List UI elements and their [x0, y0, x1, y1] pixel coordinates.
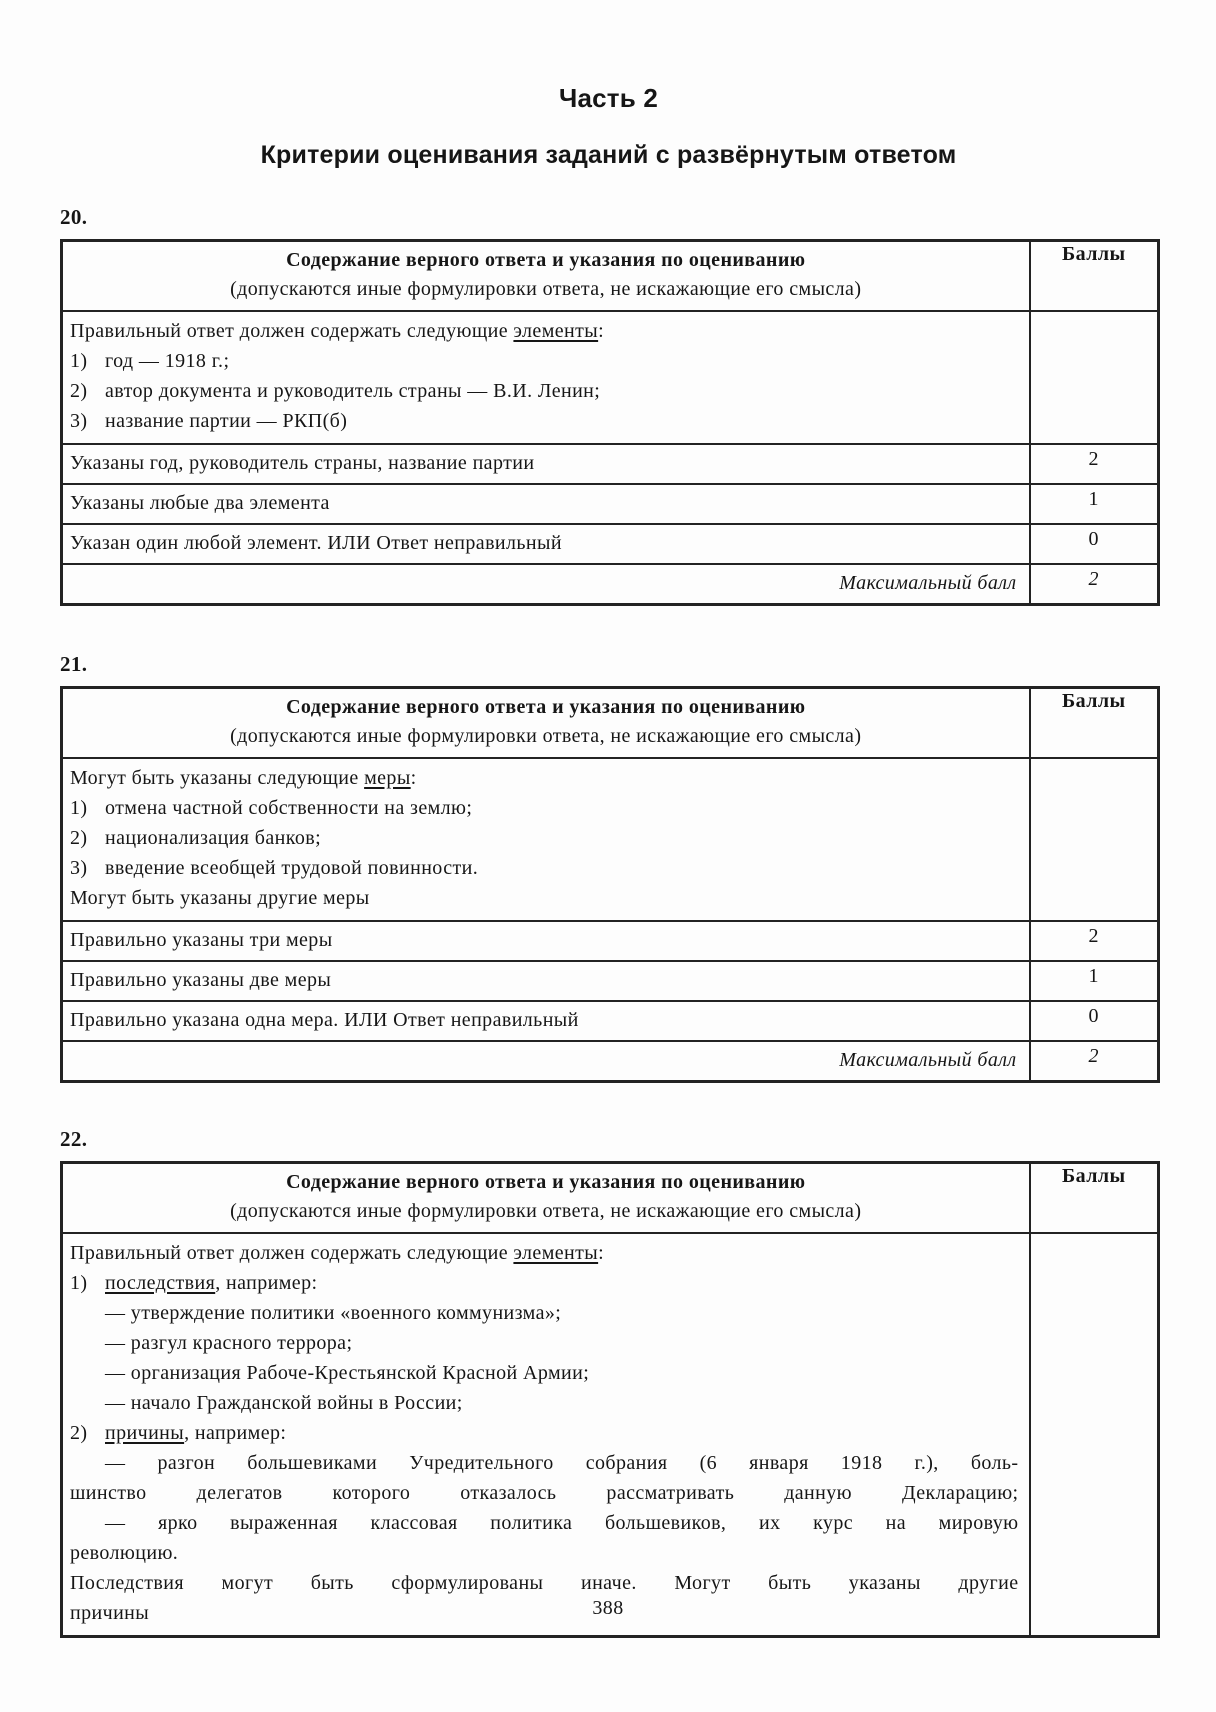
criteria-cell: Правильно указана одна мера. ИЛИ Ответ неправильный: [62, 1001, 1030, 1041]
item-marker: 1): [70, 1272, 88, 1294]
item-text: национализация банков;: [105, 827, 322, 849]
max-score-value: 2: [1030, 1041, 1159, 1082]
item-text: название партии — РКП(б): [105, 410, 348, 432]
max-score-label: Максимальный балл: [62, 564, 1030, 605]
criteria-cell: Указан один любой элемент. ИЛИ Ответ неправильный: [62, 524, 1030, 564]
answer-dash-line: — утверждение политики «военного коммунизма»;: [105, 1302, 562, 1324]
text-fragment: Правильный ответ должен содержать следующие: [70, 1242, 514, 1264]
answer-dash-line: — организация Рабоче-Крестьянской Красной Армии;: [105, 1362, 590, 1384]
task-22-scoring-table: [60, 1161, 1160, 1638]
answer-intro-line: [70, 316, 1019, 346]
task-21-number: 21.: [60, 652, 88, 676]
answer-dash-line: — разгул красного террора;: [105, 1332, 353, 1354]
max-score-row: [62, 1041, 1159, 1082]
score-cell: 1: [1030, 961, 1159, 1001]
task-20-section: [60, 206, 1157, 606]
item-marker: 1): [70, 797, 88, 819]
criteria-header-note: (допускаются иные формулировки ответа, не искажающие его смысла): [230, 278, 862, 300]
task-20-number: 20.: [60, 205, 88, 229]
task-21-scoring-table: [60, 686, 1160, 1083]
item-marker: 2): [70, 380, 88, 402]
criteria-row: [62, 444, 1159, 484]
item-text: [105, 1418, 1019, 1448]
criteria-row: [62, 524, 1159, 564]
task-21-section: [60, 653, 1157, 1083]
table-header-row: [62, 688, 1159, 759]
criteria-header-title: Содержание верного ответа и указания по оцениванию: [286, 1171, 806, 1193]
item-marker: 1): [70, 350, 88, 372]
score-cell: 0: [1030, 1001, 1159, 1041]
answer-outro-line: Могут быть указаны другие меры: [70, 887, 370, 909]
answer-list-item: [70, 406, 1019, 436]
table-header-row: [62, 1163, 1159, 1234]
criteria-cell: Указаны год, руководитель страны, название партии: [62, 444, 1030, 484]
text-fragment: Могут быть указаны следующие: [70, 767, 365, 789]
answer-outro-line: причины: [70, 1602, 150, 1624]
criteria-header-title: Содержание верного ответа и указания по оцениванию: [286, 696, 806, 718]
text-fragment: , например:: [215, 1272, 318, 1294]
answer-row: [62, 1233, 1159, 1637]
criteria-header-note: (допускаются иные формулировки ответа, не искажающие его смысла): [230, 1200, 862, 1222]
answer-dash-line: — разгон большевиками Учредительного собрания (6 января 1918 г.), боль-: [105, 1452, 1019, 1474]
score-cell: 1: [1030, 484, 1159, 524]
criteria-cell: Правильно указаны три меры: [62, 921, 1030, 961]
points-header-cell: Баллы: [1030, 1163, 1159, 1234]
text-fragment: :: [598, 320, 605, 342]
criteria-header-cell: [62, 1163, 1030, 1234]
criteria-header-note: (допускаются иные формулировки ответа, не искажающие его смысла): [230, 725, 862, 747]
answer-dash-line: — ярко выраженная классовая политика большевиков, их курс на мировую: [105, 1512, 1019, 1534]
criteria-cell: Указаны любые два элемента: [62, 484, 1030, 524]
item-text: год — 1918 г.;: [105, 350, 230, 372]
answer-group-heading: [70, 1268, 1019, 1298]
item-text: введение всеобщей трудовой повинности.: [105, 857, 479, 879]
answer-outro-line: Последствия могут быть сформулированы иначе. Могут быть указаны другие: [70, 1572, 1019, 1594]
table-header-row: [62, 241, 1159, 312]
task-22-number: 22.: [60, 1127, 88, 1151]
answer-intro-line: [70, 763, 1019, 793]
score-cell: 2: [1030, 921, 1159, 961]
score-cell: 2: [1030, 444, 1159, 484]
answer-list-item: [70, 853, 1019, 883]
part-title: Часть 2: [559, 83, 658, 113]
points-header-cell: Баллы: [1030, 688, 1159, 759]
answer-list-item: [70, 376, 1019, 406]
answer-list-item: [70, 793, 1019, 823]
score-cell-empty: [1030, 758, 1159, 921]
item-text: [105, 1268, 1019, 1298]
answer-intro-line: [70, 1238, 1019, 1268]
text-fragment: , например:: [184, 1422, 287, 1444]
criteria-row: [62, 484, 1159, 524]
answer-content-cell: [62, 1233, 1030, 1637]
max-score-label: Максимальный балл: [62, 1041, 1030, 1082]
text-fragment: Правильный ответ должен содержать следующие: [70, 320, 514, 342]
item-text: отмена частной собственности на землю;: [105, 797, 473, 819]
criteria-row: [62, 961, 1159, 1001]
max-score-value: 2: [1030, 564, 1159, 605]
score-cell-empty: [1030, 311, 1159, 444]
underlined-term: последствия: [105, 1272, 216, 1294]
answer-row: [62, 311, 1159, 444]
score-cell-empty: [1030, 1233, 1159, 1637]
underlined-term: причины: [105, 1422, 185, 1444]
item-marker: 3): [70, 857, 88, 879]
task-20-scoring-table: [60, 239, 1160, 606]
underlined-term: меры: [364, 767, 411, 789]
answer-list-item: [70, 823, 1019, 853]
item-marker: 2): [70, 1422, 88, 1444]
answer-dash-line: — начало Гражданской войны в России;: [105, 1392, 463, 1414]
answer-content-cell: [62, 758, 1030, 921]
points-header-cell: Баллы: [1030, 241, 1159, 312]
item-text: автор документа и руководитель страны — В.И. Ленин;: [105, 380, 601, 402]
max-score-row: [62, 564, 1159, 605]
item-marker: 2): [70, 827, 88, 849]
task-22-section: [60, 1128, 1157, 1638]
page-number: 388: [592, 1597, 624, 1619]
underlined-term: элементы: [513, 1242, 599, 1264]
criteria-header-cell: [62, 241, 1030, 312]
criteria-cell: Правильно указаны две меры: [62, 961, 1030, 1001]
answer-list-item: [70, 346, 1019, 376]
text-fragment: :: [410, 767, 417, 789]
answer-group-heading: [70, 1418, 1019, 1448]
item-marker: 3): [70, 410, 88, 432]
criteria-subtitle: Критерии оценивания заданий с развёрнутым ответом: [260, 141, 957, 169]
criteria-row: [62, 921, 1159, 961]
criteria-header-cell: [62, 688, 1030, 759]
answer-continuation-line: шинство делегатов которого отказалось рассматривать данную Декларацию;: [70, 1482, 1019, 1504]
score-cell: 0: [1030, 524, 1159, 564]
criteria-header-title: Содержание верного ответа и указания по оцениванию: [286, 249, 806, 271]
criteria-row: [62, 1001, 1159, 1041]
text-fragment: :: [598, 1242, 605, 1264]
answer-row: [62, 758, 1159, 921]
answer-continuation-line: революцию.: [70, 1542, 179, 1564]
underlined-term: элементы: [513, 320, 599, 342]
answer-content-cell: [62, 311, 1030, 444]
